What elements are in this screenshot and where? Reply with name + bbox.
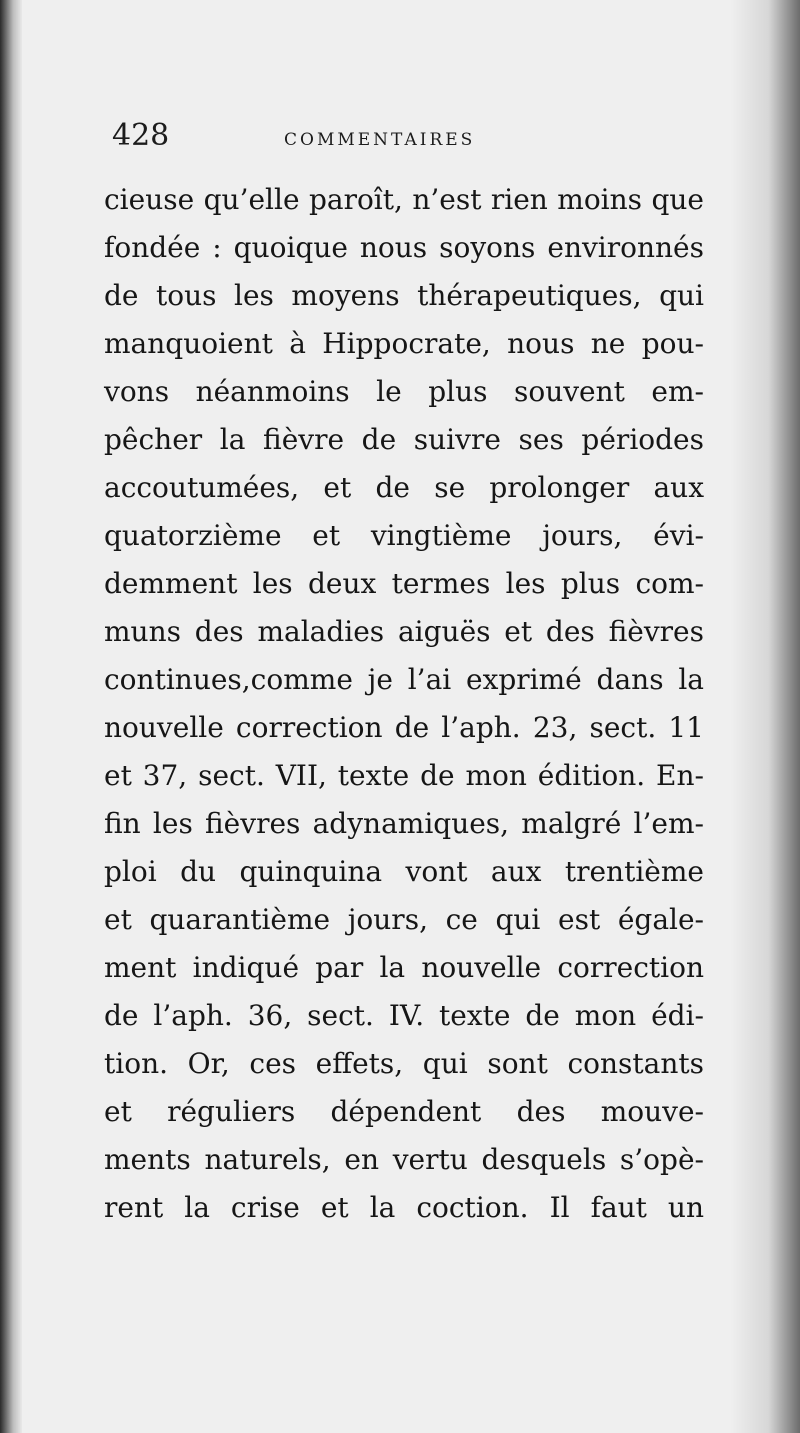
body-text [104,176,704,1232]
text-line: et quarantième jours, ce qui est égale- [104,903,704,936]
text-line: accoutumées, et de se prolonger aux [104,471,704,504]
text-line: quatorzième et vingtième jours, évi- [104,519,704,552]
running-head: COMMENTAIRES [284,130,476,150]
text-line: rent la crise et la coction. Il faut un [104,1191,704,1224]
text-line: ploi du quinquina vont aux trentième [104,855,704,888]
text-line: ments naturels, en vertu desquels s’opè- [104,1143,704,1176]
text-line: pêcher la fièvre de suivre ses périodes [104,423,704,456]
text-line: et réguliers dépendent des mouve- [104,1095,704,1128]
page-header [112,118,552,158]
page-number: 428 [112,118,170,153]
text-line: fin les fièvres adynamiques, malgré l’em- [104,807,704,840]
text-line: manquoient à Hippocrate, nous ne pou- [104,327,704,360]
text-line: continues,comme je l’ai exprimé dans la [104,663,704,696]
text-line: fondée : quoique nous soyons environnés [104,231,704,264]
text-line: de l’aph. 36, sect. IV. texte de mon édi- [104,999,704,1032]
text-line: nouvelle correction de l’aph. 23, sect. 11 [104,711,704,744]
text-line: et 37, sect. VII, texte de mon édition. En- [104,759,704,792]
text-line: tion. Or, ces effets, qui sont constants [104,1047,704,1080]
text-line: ment indiqué par la nouvelle correction [104,951,704,984]
text-line: muns des maladies aiguës et des fièvres [104,615,704,648]
text-line: vons néanmoins le plus souvent em- [104,375,704,408]
text-line: demment les deux termes les plus com- [104,567,704,600]
text-line: cieuse qu’elle paroît, n’est rien moins que [104,183,704,216]
text-line: de tous les moyens thérapeutiques, qui [104,279,704,312]
